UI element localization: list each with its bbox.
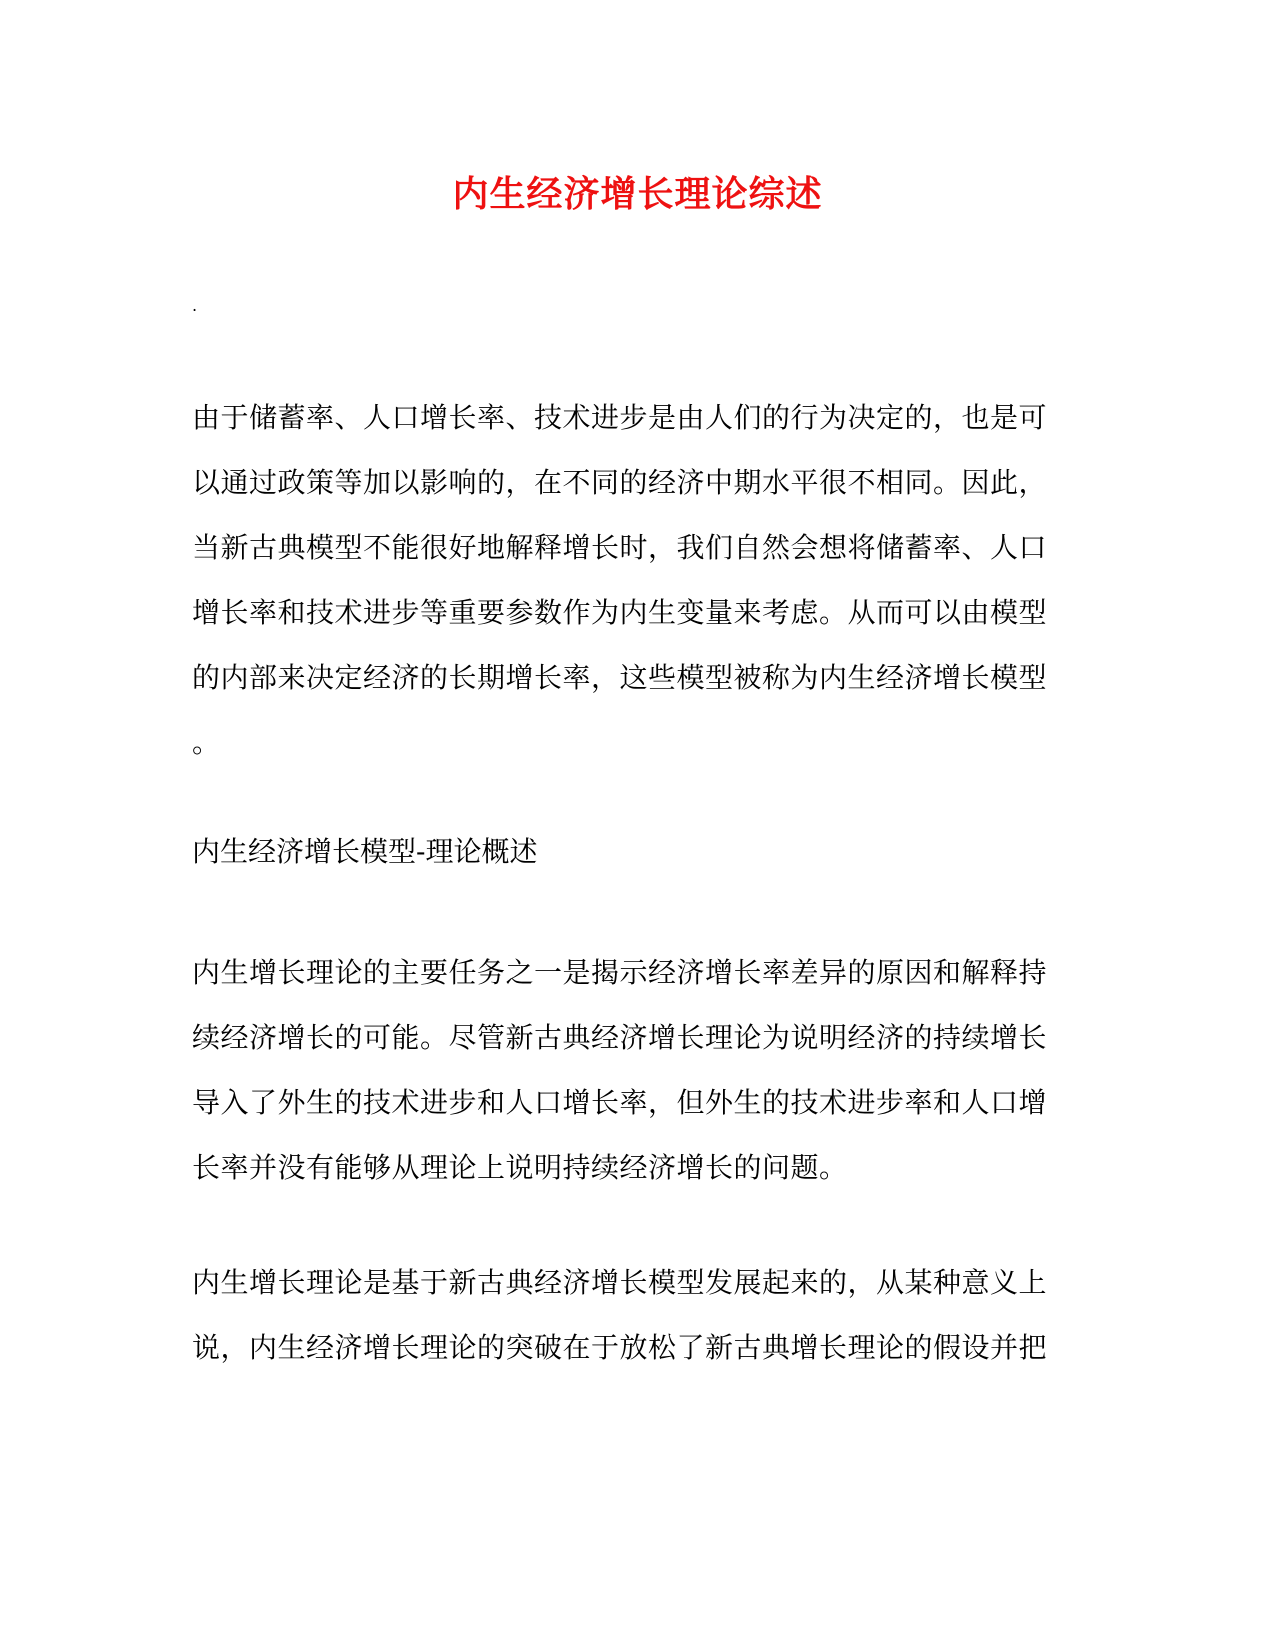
paragraph-line: 内生增长理论是基于新古典经济增长模型发展起来的，从某种意义上	[192, 1266, 1048, 1299]
paragraph-line: 当新古典模型不能很好地解释增长时，我们自然会想将储蓄率、人口	[192, 531, 1048, 564]
paragraph-3	[192, 1250, 1072, 1380]
document-title: 内生经济增长理论综述	[452, 173, 823, 215]
paragraph-line: 增长率和技术进步等重要参数作为内生变量来考虑。从而可以由模型	[192, 596, 1048, 629]
stray-dot: .	[192, 296, 198, 315]
paragraph-line: 导入了外生的技术进步和人口增长率，但外生的技术进步率和人口增	[192, 1086, 1048, 1119]
paragraph-line: 的内部来决定经济的长期增长率，这些模型被称为内生经济增长模型	[192, 661, 1048, 694]
paragraph-1	[192, 385, 1072, 775]
paragraph-line: 由于储蓄率、人口增长率、技术进步是由人们的行为决定的，也是可	[192, 401, 1048, 434]
section-heading: 内生经济增长模型-理论概述	[192, 835, 538, 868]
paragraph-line: 以通过政策等加以影响的，在不同的经济中期水平很不相同。因此，	[192, 466, 1048, 499]
paragraph-line: 说，内生经济增长理论的突破在于放松了新古典增长理论的假设并把	[192, 1331, 1048, 1364]
paragraph-line: 续经济增长的可能。尽管新古典经济增长理论为说明经济的持续增长	[192, 1021, 1048, 1054]
paragraph-line: 。	[192, 726, 221, 759]
paragraph-line: 内生增长理论的主要任务之一是揭示经济增长率差异的原因和解释持	[192, 956, 1048, 989]
paragraph-2	[192, 940, 1072, 1200]
paragraph-line: 长率并没有能够从理论上说明持续经济增长的问题。	[192, 1151, 848, 1184]
